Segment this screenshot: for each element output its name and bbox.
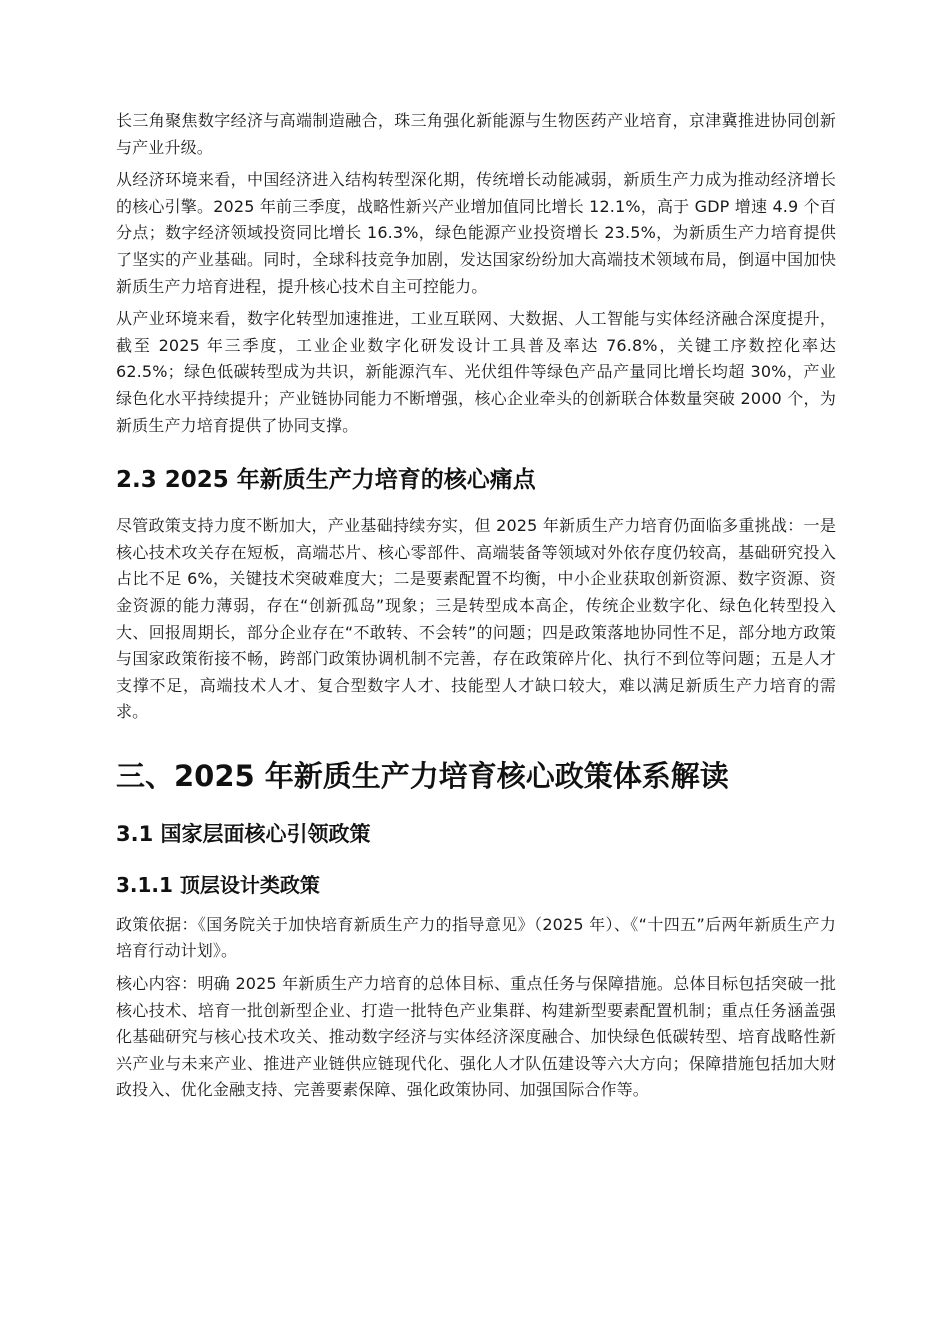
document-page <box>116 108 836 1110</box>
chapter-heading-3: 三、2025 年新质生产力培育核心政策体系解读 <box>116 758 729 793</box>
policy-basis-paragraph: 政策依据：《国务院关于加快培育新质生产力的指导意见》（2025 年）、《“十四五”后两年新质生产力培育行动计划》。 <box>116 914 836 961</box>
body-paragraph: 长三角聚焦数字经济与高端制造融合，珠三角强化新能源与生物医药产业培育，京津冀推进协同创新与产业升级。 <box>116 111 836 157</box>
section-heading-3-1-1: 3.1.1 顶层设计类政策 <box>116 872 320 897</box>
body-paragraph: 尽管政策支持力度不断加大，产业基础持续夯实，但 2025 年新质生产力培育仍面临多重挑战：一是核心技术攻关存在短板，高端芯片、核心零部件、高端装备等领域对外依存度仍较高，基础研究投入占比不足 6%，关键技术突破难度大；二是要素配置不均衡，中小企业获取创新资源、数字资源、资金资源的能力薄弱，存在“创新孤岛”现象；三是转型成本高企，传统企业数字化、绿色化转型投入大、回报周期长，部分企业存在“不敢转、不会转”的问题；四是政策落地协同性不足，部分地方政策与国家政策衔接不畅，跨部门政策协调机制不完善，存在政策碎片化、执行不到位等问题；五是人才支撑不足，高端技术人才、复合型数字人才、技能型人才缺口较大，难以满足新质生产力培育的需求。 <box>116 516 836 722</box>
section-heading-3-1: 3.1 国家层面核心引领政策 <box>116 821 371 846</box>
section-heading-2-3: 2.3 2025 年新质生产力培育的核心痛点 <box>116 467 536 494</box>
body-paragraph: 从产业环境来看，数字化转型加速推进，工业互联网、大数据、人工智能与实体经济融合深度提升，截至 2025 年三季度，工业企业数字化研发设计工具普及率达 76.8%，关键工序数控化率达 62.5%；绿色低碳转型成为共识，新能源汽车、光伏组件等绿色产品产量同比增长均超 30%，产业绿色化水平持续提升；产业链协同能力不断增强，核心企业牵头的创新联合体数量突破 2000 个，为新质生产力培育提供了协同支撑。 <box>116 309 836 435</box>
policy-content-paragraph: 核心内容：明确 2025 年新质生产力培育的总体目标、重点任务与保障措施。总体目标包括突破一批核心技术、培育一批创新型企业、打造一批特色产业集群、构建新型要素配置机制；重点任务涵盖强化基础研究与核心技术攻关、推动数字经济与实体经济深度融合、加快绿色低碳转型、培育战略性新兴产业与未来产业、推进产业链供应链现代化、强化人才队伍建设等六大方向；保障措施包括加大财政投入、优化金融支持、完善要素保障、强化政策协同、加强国际合作等。 <box>116 974 836 1100</box>
body-paragraph: 从经济环境来看，中国经济进入结构转型深化期，传统增长动能减弱，新质生产力成为推动经济增长的核心引擎。2025 年前三季度，战略性新兴产业增加值同比增长 12.1%，高于 GDP 增速 4.9 个百分点；数字经济领域投资同比增长 16.3%，绿色能源产业投资增长 23.5%，为新质生产力培育提供了坚实的产业基础。同时，全球科技竞争加剧，发达国家纷纷加大高端技术领域布局，倒逼中国加快新质生产力培育进程，提升核心技术自主可控能力。 <box>116 170 836 296</box>
